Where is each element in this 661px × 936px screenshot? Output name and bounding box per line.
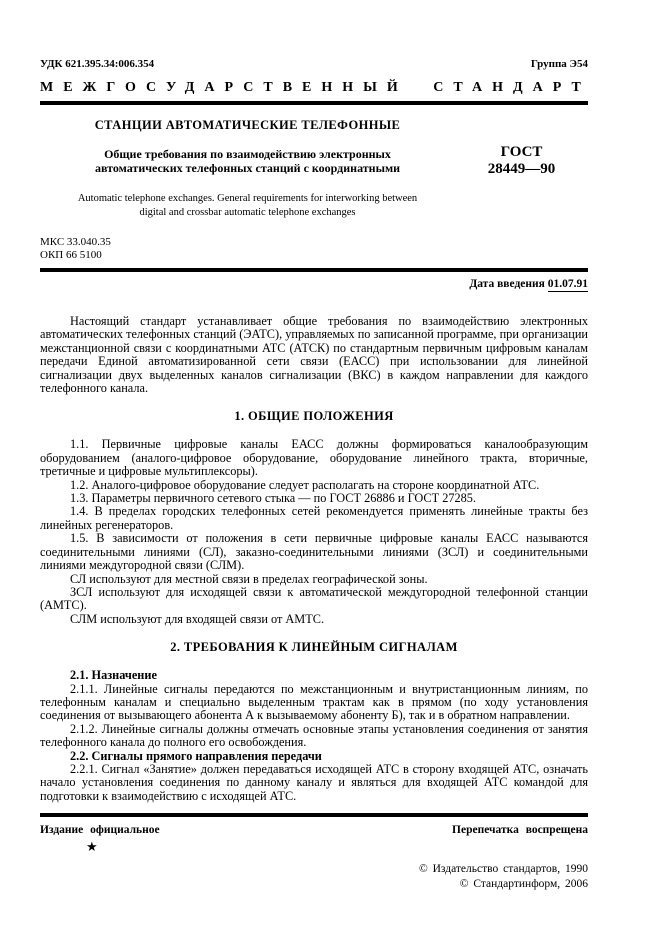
star-icon: ★ [86, 839, 98, 855]
subheading-2-2: 2.2. Сигналы прямого направления передачи [70, 748, 322, 763]
paragraph-1-1: 1.1. Первичные цифровые каналы ЕАСС должны формироваться каналообразующим оборудованием (аналого-цифровое оборудование, оборудование линейного тракта, вторичные, третичные и цифровые мультиплексоры). [40, 437, 588, 479]
group-code: Группа Э54 [530, 58, 588, 70]
document-title: СТАНЦИИ АВТОМАТИЧЕСКИЕ ТЕЛЕФОННЫЕ [94, 118, 401, 132]
document-subtitle: Общие требования по взаимодействию электронных автоматических телефонных станций с координатными [94, 147, 401, 175]
document-title-english: Automatic telephone exchanges. General requirements for interworking between digital and crossbar automatic telephone exchanges [77, 193, 418, 218]
section-2-heading: 2. ТРЕБОВАНИЯ К ЛИНЕЙНЫМ СИГНАЛАМ [170, 640, 458, 655]
subheading-2-1: 2.1. Назначение [70, 668, 157, 683]
effective-date-value: 01.07.91 [547, 278, 588, 290]
udk-group-row [40, 58, 588, 70]
paragraph-1-5-zsl: ЗСЛ используют для исходящей связи к автоматической междугородной телефонной станции (АМТС). [40, 584, 588, 613]
section-1-heading: 1. ОБЩИЕ ПОЛОЖЕНИЯ [234, 409, 394, 424]
paragraph-1-5: 1.5. В зависимости от положения в сети первичные цифровые каналы ЕАСС называются соединительными линиями (СЛ), заказно-соединительными линиями (ЗСЛ) и соединительными линиями междугородной связи (СЛМ). [40, 531, 588, 573]
footer-divider [40, 813, 588, 817]
reprint-prohibited-label: Перепечатка воспрещена [452, 824, 588, 837]
gost-label: ГОСТ [500, 144, 543, 160]
effective-date-label: Дата введения [469, 278, 545, 290]
paragraph-2-2-1: 2.2.1. Сигнал «Занятие» должен передаваться исходящей АТС в сторону входящей АТС, означать начало установления соединения по данному каналу и являться для входящей АТС командой для подготовки к взаимодействию с исходящей АТС. [40, 761, 588, 803]
classification-codes [40, 236, 588, 262]
intro-paragraph: Настоящий стандарт устанавливает общие требования по взаимодействию электронных автоматических телефонных станций (ЭАТС), управляемых по записанной программе, при организации межстанционной связи с координатными АТС (АТСК) по стандартным первичным цифровым каналам передачи Единой автоматизированной сети связи (ЕАСС) при использовании для линейной сигнализации двух выделенных каналов сигнализации (ВКС) в каждом направлении для каждого телефонного канала. [40, 314, 588, 396]
paragraph-2-1-2: 2.1.2. Линейные сигналы должны отмечать основные этапы установления соединения от занятия телефонного канала до полного его освобождения. [40, 721, 588, 750]
official-edition-label: Издание официальное [40, 824, 160, 837]
udk-code: УДК 621.395.34:006.354 [40, 58, 155, 70]
paragraph-1-5-slm: СЛМ используют для входящей связи от АМТС. [70, 611, 325, 626]
title-left-column [40, 118, 455, 220]
title-block [40, 118, 588, 220]
paragraph-2-1-1: 2.1.1. Линейные сигналы передаются по межстанционным и внутристанционным линиям, по телефонным каналам и специально выделенным трактам как в прямом (по ходу установления соединения от вызывающего абонента А к вызываемому абоненту Б), так и в обратном направлении. [40, 681, 588, 723]
codes-divider [40, 268, 588, 272]
copyright-line-1990: © Издательство стандартов, 1990 [418, 863, 588, 876]
standard-kind-heading: МЕЖГОСУДАРСТВЕННЫЙ СТАНДАРТ [40, 80, 591, 95]
paragraph-1-4: 1.4. В пределах городских телефонных сетей рекомендуется применять линейные тракты без линейных регенераторов. [40, 504, 588, 532]
paragraph-1-5-sl: СЛ используют для местной связи в пределах географической зоны. [70, 571, 428, 586]
okp-code: ОКП 66 5100 [40, 249, 102, 261]
top-divider [40, 101, 588, 105]
paragraph-1-2: 1.2. Аналого-цифровое оборудование следует располагать на стороне координатной АТС. [70, 477, 540, 492]
footer-row [40, 824, 588, 836]
paragraph-1-3: 1.3. Параметры первичного сетевого стыка — по ГОСТ 26886 и ГОСТ 27285. [70, 491, 477, 506]
gost-number: 28449—90 [487, 161, 556, 177]
copyright-line-2006: © Стандартинформ, 2006 [459, 878, 588, 891]
gost-designation [455, 144, 588, 220]
mks-code: МКС 33.040.35 [40, 236, 111, 248]
effective-date-line [40, 278, 588, 290]
copyright-block [40, 862, 588, 892]
